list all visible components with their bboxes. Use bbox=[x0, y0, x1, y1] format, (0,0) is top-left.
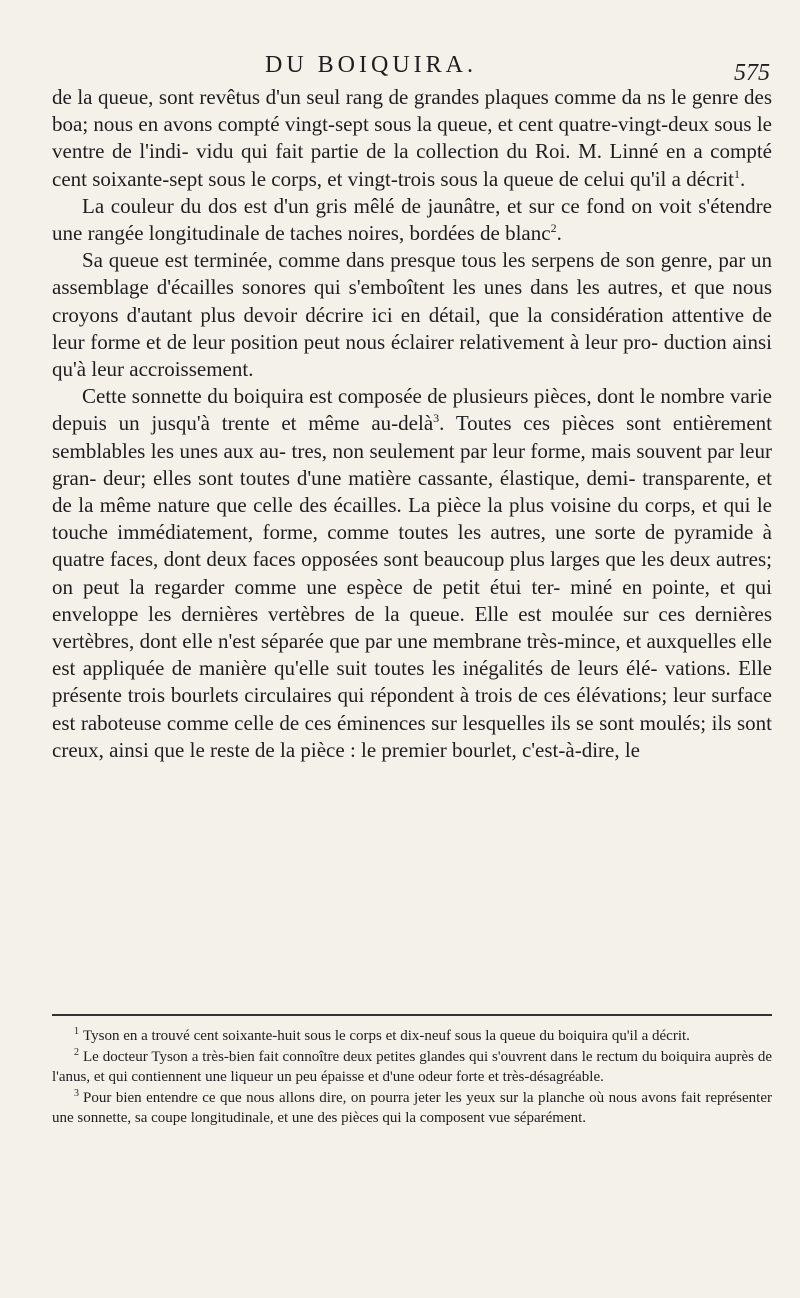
footnote: $^1$ Tyson en a trouvé cent soixante-huit sous le corps et dix-neuf sous la queue du boiquira qu'il a décrit. bbox=[74, 1026, 690, 1044]
footnote: $^2$ Le docteur Tyson a très-bien fait connoître deux petites glandes qui s'ouvrent dans le rectum du boiquira auprès de l'anus, et qui contiennent une liqueur un peu épaisse et d'une odeur forte et très-désagréable. bbox=[52, 1046, 772, 1085]
paragraph: Cette sonnette du boiquira est composée de plusieurs pièces, dont le nombre varie depuis un jusqu'à trente et même au-delà$^3$. Toutes ces pièces sont entièrement semblables les unes aux au- tres, non seulement par leur forme, mais souvent par leur gran- deur; elles sont toutes d'une matière cassante, élastique, demi- transparente, et de la même nature que celle des écailles. La pièce la plus voisine du corps, et qui le touche immédiatement, forme, comme toutes les autres, une sorte de pyramide à quatre faces, dont deux faces opposées sont beaucoup plus larges que les deux autres; on peut la regarder comme une espèce de petit étui ter- miné en pointe, et qui enveloppe les dernières vertèbres de la queue. Elle est moulée sur ces dernières vertèbres, dont elle n'est séparée que par une membrane très-mince, et auxquelles elle est appliquée de manière qu'elle suit toutes les inégalités de leurs élé- vations. Elle présente trois bourlets circulaires qui répondent à trois de ces élévations; leur surface est raboteuse comme celle de ces éminences sur lesquelles ils se sont moulés; ils sont creux, ainsi que le reste de la pièce : le premier bourlet, c'est-à-dire, le bbox=[52, 384, 773, 762]
paragraph: de la queue, sont revêtus d'un seul rang de grandes plaques comme da ns le genre des boa; nous en avons compté vingt-sept sous la queue, et cent quatre-vingt-deux sous le ventre de l'indi- vidu qui fait partie de la collection du Roi. M. Linné en a compté cent soixante-sept sous le corps, et vingt-trois sous la queue de celui qu'il a décrit$^1$. bbox=[52, 85, 772, 191]
page-number: 575 bbox=[734, 60, 770, 86]
footnote: $^3$ Pour bien entendre ce que nous allons dire, on pourra jeter les yeux sur la planche où nous avons fait représenter une sonnette, sa coupe longitudinale, et une des pièces qui la composent vue séparément. bbox=[52, 1087, 772, 1126]
paragraph: La couleur du dos est d'un gris mêlé de jaunâtre, et sur ce fond on voit s'étendre une rangée longitudinale de taches noires, bordées de blanc$^2$. bbox=[52, 193, 772, 246]
paragraph: Sa queue est terminée, comme dans presque tous les serpens de son genre, par un assemblage d'écailles sonores qui s'emboîtent les unes dans les autres, et que nous croyons d'autant plus devoir décrire ici en détail, que la considération attentive de leur forme et de leur position peut nous éclairer relativement à leur pro- duction ainsi qu'à leur accroissement. bbox=[52, 248, 772, 382]
footnote-mark: 1 bbox=[74, 1026, 79, 1037]
footnotes bbox=[52, 1026, 772, 1129]
footnote-mark: 2 bbox=[74, 1046, 79, 1058]
footnote-ref[interactable]: 1 bbox=[734, 166, 741, 181]
footnote-ref[interactable]: 2 bbox=[550, 221, 557, 236]
main-text bbox=[52, 84, 772, 764]
running-title: DU BOIQUIRA. bbox=[265, 52, 477, 78]
footnote-mark: 3 bbox=[74, 1087, 79, 1099]
footnote-divider bbox=[52, 1014, 772, 1016]
footnote-ref[interactable]: 3 bbox=[433, 411, 440, 426]
